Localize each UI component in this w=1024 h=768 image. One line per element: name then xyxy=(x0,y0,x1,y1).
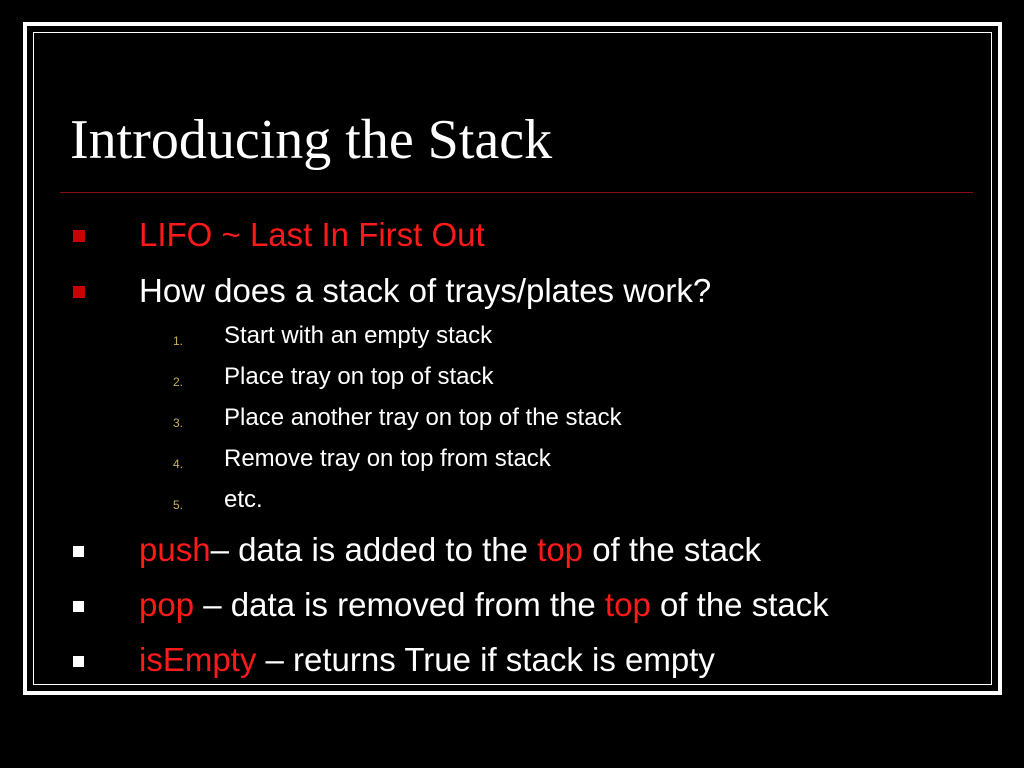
square-bullet-icon xyxy=(73,601,84,612)
step-number: 2. xyxy=(173,375,184,389)
keyword-pop: pop xyxy=(139,586,195,623)
step-number: 1. xyxy=(173,334,184,348)
slide-title: Introducing the Stack xyxy=(70,109,553,171)
step-text: Remove tray on top from stack xyxy=(224,445,551,472)
keyword-isempty: isEmpty xyxy=(139,641,257,678)
pop-description: – data is removed from the xyxy=(194,586,605,623)
bullet-push-text xyxy=(139,531,761,569)
pop-tail: of the stack xyxy=(650,586,829,623)
square-bullet-icon xyxy=(73,230,85,242)
keyword-top: top xyxy=(537,531,584,568)
step-text: Place another tray on top of the stack xyxy=(224,404,622,431)
push-description: – data is added to the xyxy=(210,531,538,568)
bullet-trays-text: How does a stack of trays/plates work? xyxy=(139,272,712,309)
step-text: etc. xyxy=(224,486,263,513)
step-number: 5. xyxy=(173,498,184,512)
isempty-description: – returns True if stack is empty xyxy=(256,641,715,678)
square-bullet-icon xyxy=(73,656,84,667)
keyword-push: push xyxy=(139,531,211,568)
title-divider xyxy=(60,192,973,193)
bullet-pop-text xyxy=(139,586,829,624)
step-number: 4. xyxy=(173,457,184,471)
step-number: 3. xyxy=(173,416,184,430)
keyword-top: top xyxy=(604,586,651,623)
step-text: Place tray on top of stack xyxy=(224,363,494,390)
bullet-isempty-text xyxy=(139,641,715,679)
bullet-lifo-text: LIFO ~ Last In First Out xyxy=(139,216,485,253)
square-bullet-icon xyxy=(73,286,85,298)
square-bullet-icon xyxy=(73,546,84,557)
step-text: Start with an empty stack xyxy=(224,322,493,349)
push-tail: of the stack xyxy=(583,531,761,568)
